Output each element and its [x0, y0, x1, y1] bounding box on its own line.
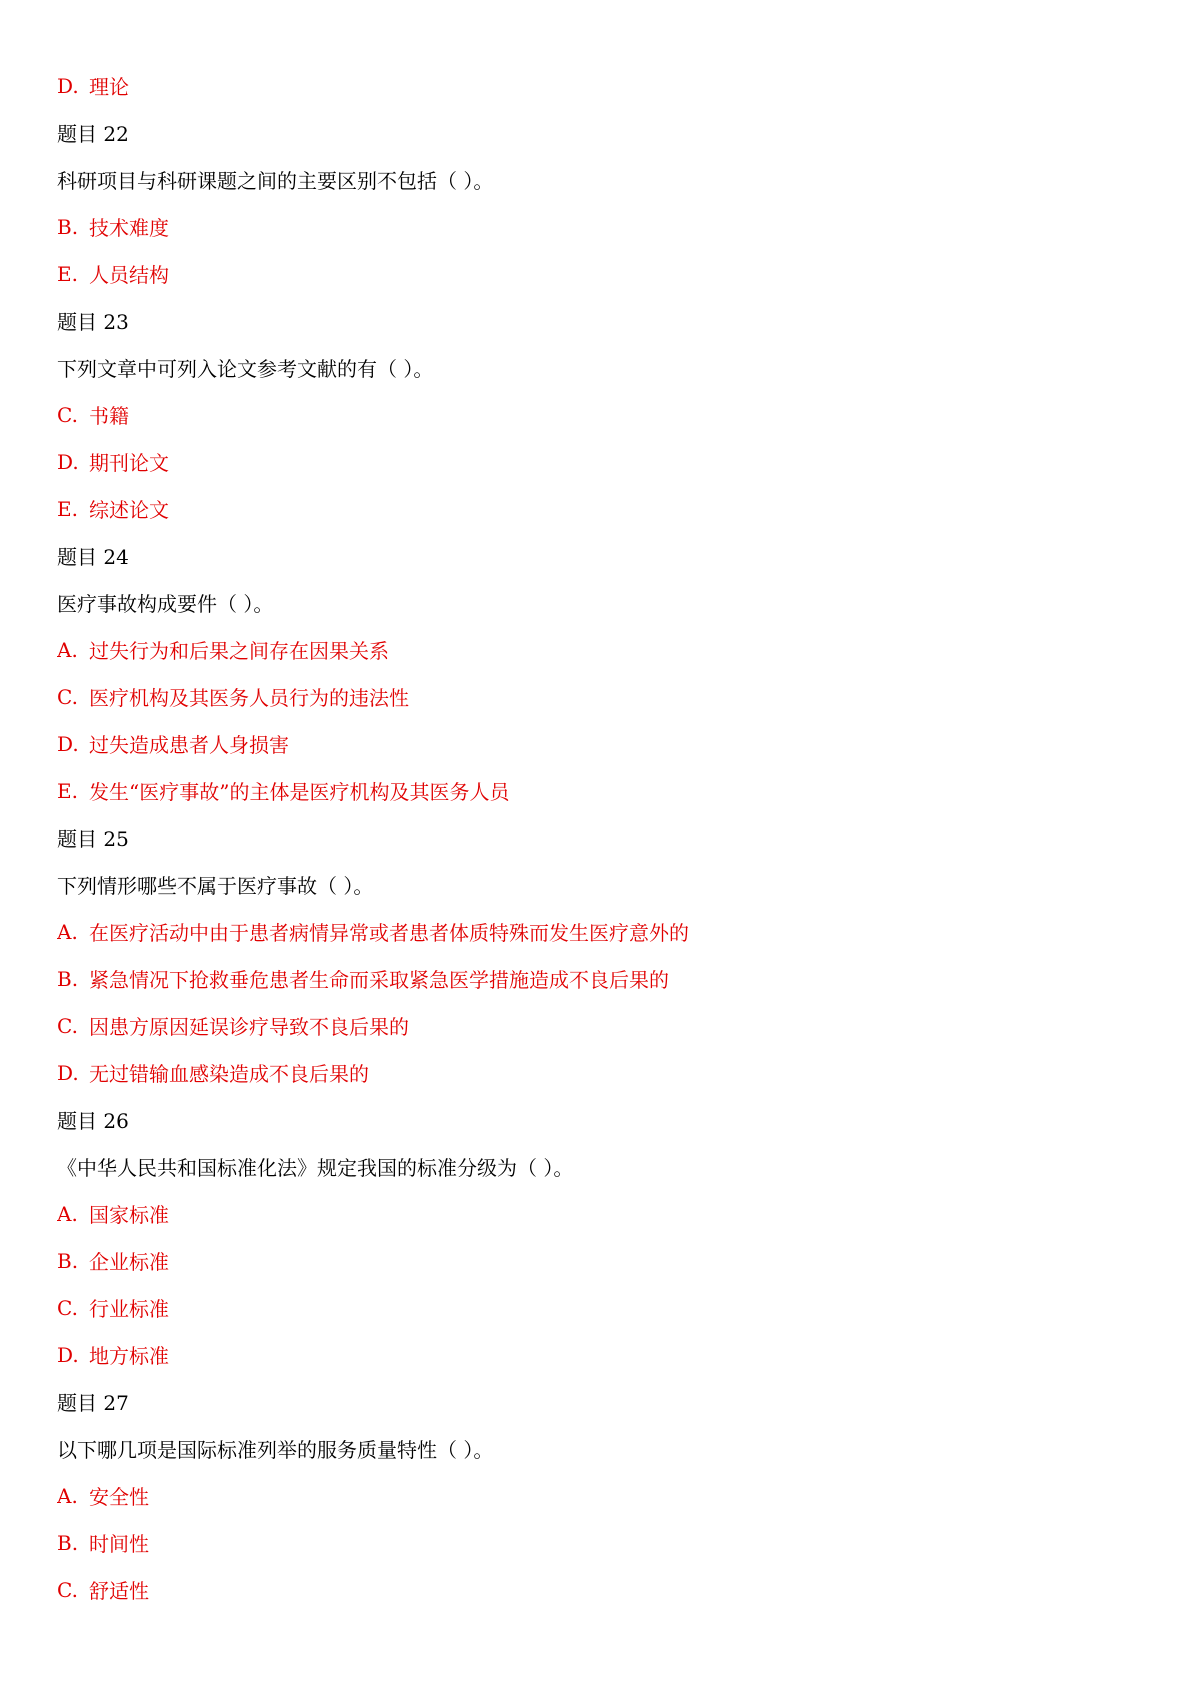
option-text: 理论	[89, 75, 129, 99]
option-letter: C.	[57, 1295, 78, 1320]
option-text: 时间性	[89, 1532, 149, 1556]
answer-option	[57, 955, 1137, 1002]
question-text: 医疗事故构成要件（ ）。	[57, 592, 274, 616]
answer-option	[57, 1331, 1137, 1378]
question-number: 题目 27	[57, 1391, 129, 1415]
question-number: 题目 26	[57, 1109, 129, 1133]
answer-option	[57, 250, 1137, 297]
option-letter: C.	[57, 1013, 78, 1038]
question-number: 题目 24	[57, 545, 129, 569]
document-page	[57, 62, 1137, 1613]
answer-option	[57, 438, 1137, 485]
option-letter: E.	[57, 261, 78, 286]
option-text: 国家标准	[89, 1203, 169, 1227]
question-text: 以下哪几项是国际标准列举的服务质量特性（ ）。	[57, 1438, 494, 1462]
option-text: 过失行为和后果之间存在因果关系	[89, 639, 389, 663]
option-text: 综述论文	[89, 498, 169, 522]
option-letter: D.	[57, 73, 79, 98]
option-letter: B.	[57, 966, 79, 991]
option-text: 医疗机构及其医务人员行为的违法性	[89, 686, 409, 710]
answer-option	[57, 1472, 1137, 1519]
option-letter: E.	[57, 496, 78, 521]
option-text: 发生“医疗事故”的主体是医疗机构及其医务人员	[89, 780, 510, 804]
option-text: 企业标准	[89, 1250, 169, 1274]
option-letter: A.	[57, 1201, 78, 1226]
option-letter: C.	[57, 1577, 78, 1602]
option-letter: D.	[57, 731, 79, 756]
question-number: 题目 23	[57, 310, 129, 334]
answer-option	[57, 673, 1137, 720]
option-letter: B.	[57, 1530, 79, 1555]
question-text: 科研项目与科研课题之间的主要区别不包括（ ）。	[57, 169, 494, 193]
option-text: 地方标准	[89, 1344, 169, 1368]
option-letter: B.	[57, 214, 79, 239]
option-text: 无过错输血感染造成不良后果的	[89, 1062, 369, 1086]
answer-option	[57, 767, 1137, 814]
answer-option	[57, 720, 1137, 767]
answer-option	[57, 1190, 1137, 1237]
option-text: 安全性	[89, 1485, 149, 1509]
option-letter: D.	[57, 449, 79, 474]
answer-option	[57, 203, 1137, 250]
option-letter: A.	[57, 1483, 78, 1508]
question-text: 下列文章中可列入论文参考文献的有（ ）。	[57, 357, 434, 381]
option-letter: A.	[57, 637, 78, 662]
option-text: 紧急情况下抢救垂危患者生命而采取紧急医学措施造成不良后果的	[89, 968, 669, 992]
option-text: 书籍	[89, 404, 129, 428]
answer-option	[57, 626, 1137, 673]
option-letter: A.	[57, 919, 78, 944]
answer-option	[57, 908, 1137, 955]
answer-option	[57, 1566, 1137, 1613]
answer-option	[57, 1002, 1137, 1049]
question-text: 下列情形哪些不属于医疗事故（ ）。	[57, 874, 374, 898]
option-text: 过失造成患者人身损害	[89, 733, 289, 757]
option-text: 在医疗活动中由于患者病情异常或者患者体质特殊而发生医疗意外的	[89, 921, 689, 945]
answer-option	[57, 391, 1137, 438]
answer-option	[57, 1049, 1137, 1096]
option-text: 人员结构	[89, 263, 169, 287]
option-letter: B.	[57, 1248, 79, 1273]
answer-option	[57, 1237, 1137, 1284]
option-letter: D.	[57, 1342, 79, 1367]
question-text: 《中华人民共和国标准化法》规定我国的标准分级为（ ）。	[57, 1156, 574, 1180]
option-text: 舒适性	[89, 1579, 149, 1603]
option-text: 期刊论文	[89, 451, 169, 475]
option-letter: C.	[57, 402, 78, 427]
option-letter: C.	[57, 684, 78, 709]
answer-option	[57, 485, 1137, 532]
answer-option	[57, 62, 1137, 109]
option-text: 技术难度	[89, 216, 169, 240]
option-letter: D.	[57, 1060, 79, 1085]
option-text: 行业标准	[89, 1297, 169, 1321]
option-letter: E.	[57, 778, 78, 803]
option-text: 因患方原因延误诊疗导致不良后果的	[89, 1015, 409, 1039]
question-number: 题目 25	[57, 827, 129, 851]
answer-option	[57, 1284, 1137, 1331]
answer-option	[57, 1519, 1137, 1566]
question-number: 题目 22	[57, 122, 129, 146]
